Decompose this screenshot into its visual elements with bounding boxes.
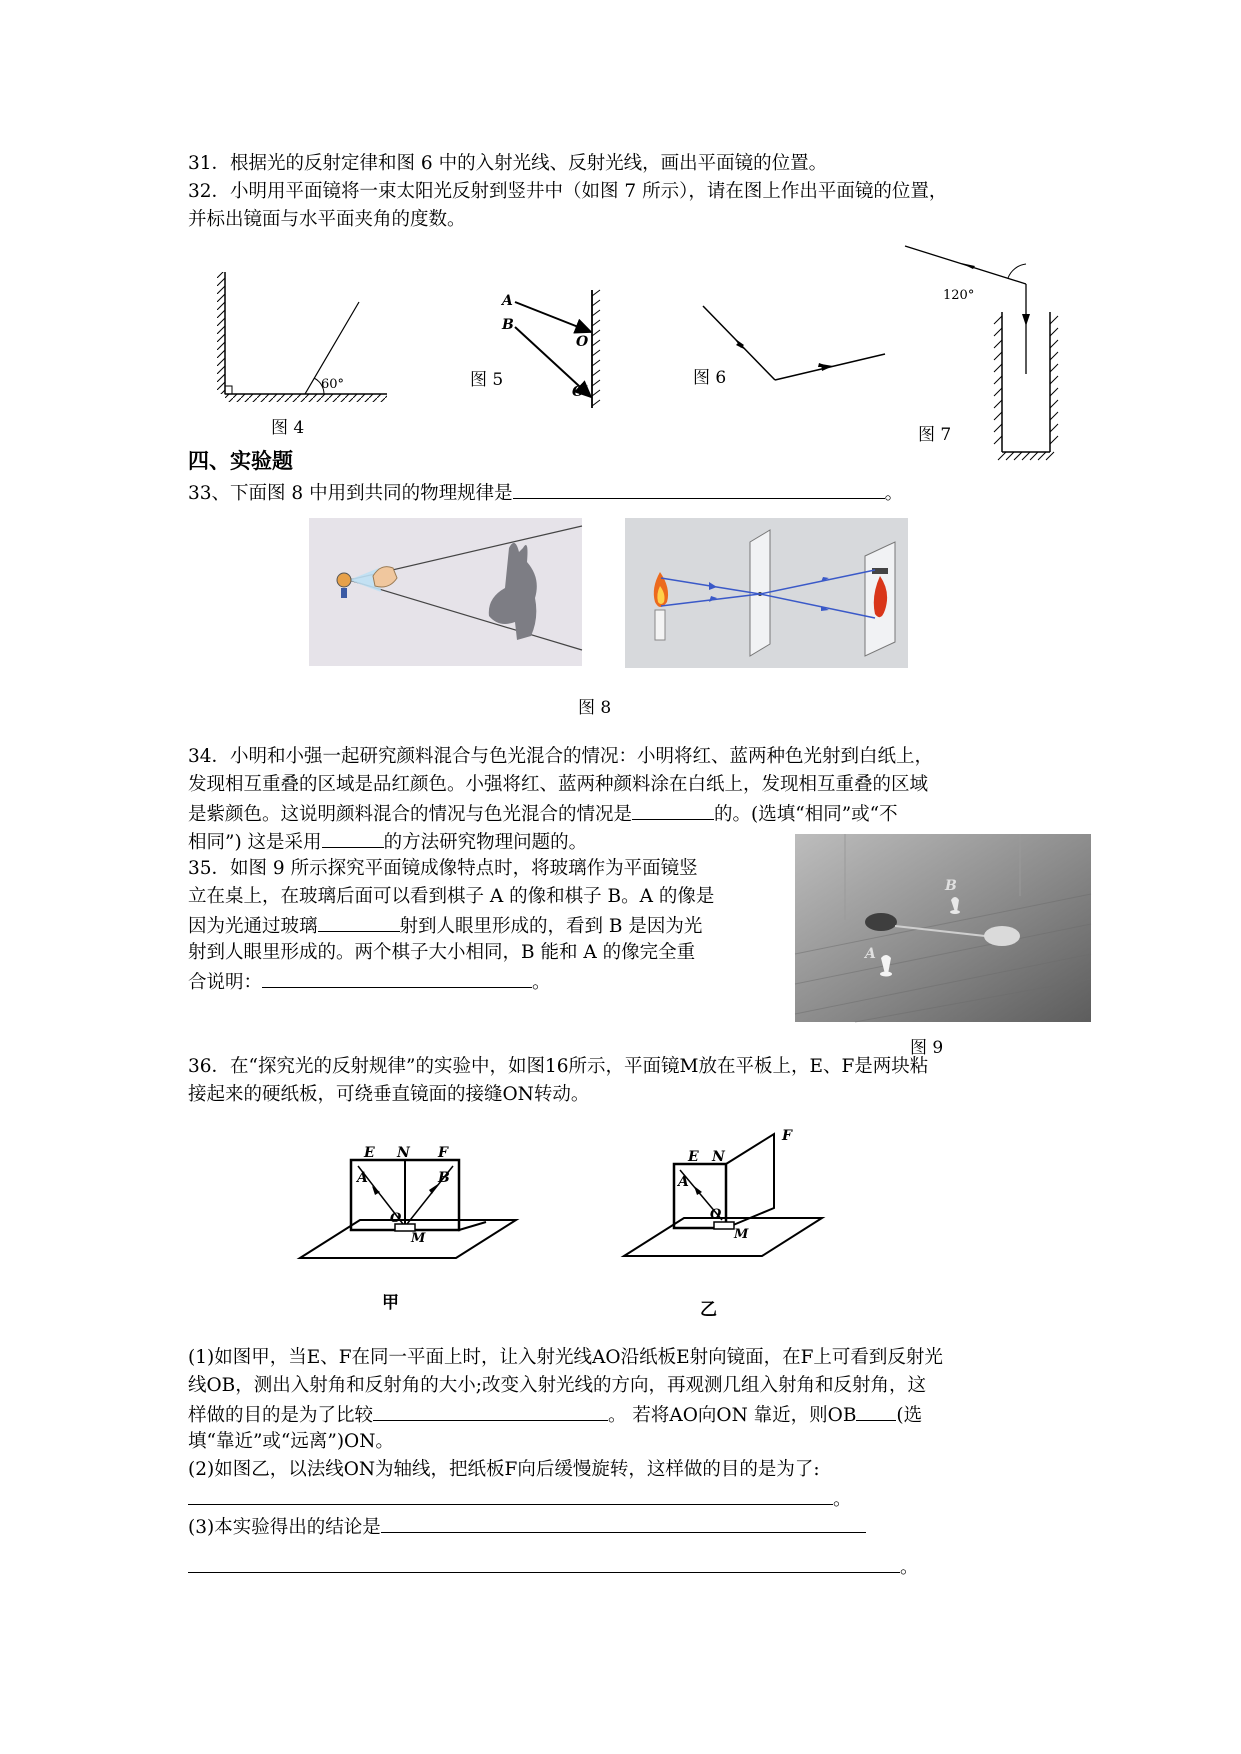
question-31: 31．根据光的反射定律和图 6 中的入射光线、反射光线，画出平面镜的位置。 — [188, 153, 828, 174]
question-32-line1: 32．小明用平面镜将一束太阳光反射到竖井中（如图 7 所示），请在图上作出平面镜的位置， — [188, 181, 948, 202]
figure-5 — [500, 290, 610, 410]
question-35-line3: 因为光通过玻璃 射到人眼里形成的，看到 B 是因为光 — [188, 911, 702, 941]
q35-answer-blank-2[interactable] — [262, 967, 532, 988]
fig16-yi-label-N: N — [712, 1149, 725, 1165]
fig5-caption: 图 5 — [470, 370, 504, 390]
q35-answer-blank-1[interactable] — [318, 911, 400, 932]
figure-8-pinhole-illustration — [625, 518, 908, 668]
question-35-line1: 35．如图 9 所示探究平面镜成像特点时，将玻璃作为平面镜竖 — [188, 858, 698, 879]
question-36-1-line3: 样做的目的是为了比较 。 若将AO向ON 靠近，则OB (选 — [188, 1400, 922, 1430]
q36-3-answer-blank-1[interactable] — [381, 1512, 866, 1533]
question-34-line1: 34．小明和小强一起研究颜料混合与色光混合的情况：小明将红、蓝两种色光射到白纸上， — [188, 746, 934, 767]
question-36-line2: 接起来的硬纸板，可绕垂直镜面的接缝ON转动。 — [188, 1084, 590, 1105]
question-34-line2: 发现相互重叠的区域是品红颜色。小强将红、蓝两种颜料涂在白纸上，发现相互重叠的区域 — [188, 774, 929, 795]
question-36-line1: 36．在“探究光的反射规律”的实验中，如图16所示，平面镜M放在平板上，E、F是两块粘 — [188, 1056, 929, 1077]
question-33-text: 33、下面图 8 中用到共同的物理规律是 — [188, 483, 513, 504]
question-35-line2: 立在桌上，在玻璃后面可以看到棋子 A 的像和棋子 B。A 的像是 — [188, 886, 715, 907]
question-36-3-line1: (3)本实验得出的结论是 — [188, 1512, 866, 1542]
fig16-label-M: M — [411, 1231, 426, 1246]
question-32-line2: 并标出镜面与水平面夹角的度数。 — [188, 209, 466, 230]
q34-answer-blank-1[interactable] — [632, 799, 714, 820]
question-36-2-line1: (2)如图乙，以法线ON为轴线，把纸板F向后缓慢旋转，这样做的目的是为了: — [188, 1459, 820, 1480]
fig8-caption: 图 8 — [578, 698, 612, 718]
q33-answer-blank[interactable] — [513, 478, 885, 499]
fig16-jia-caption: 甲 — [382, 1293, 399, 1313]
figure-4 — [225, 270, 395, 410]
question-34-line3: 是紫颜色。这说明颜料混合的情况与色光混合的情况是 的。(选填“相同”或“不 — [188, 799, 898, 829]
question-36-2-answer-line: 。 — [188, 1484, 852, 1514]
q36-2-answer-blank[interactable] — [188, 1484, 833, 1505]
figure-16-jia — [298, 1140, 528, 1290]
figure-8-shadow-illustration — [309, 518, 582, 666]
question-35-line5: 合说明： 。 — [188, 967, 551, 997]
fig9-caption: 图 9 — [910, 1038, 944, 1058]
fig16-label-F: F — [438, 1145, 448, 1161]
question-36-1-line1: (1)如图甲，当E、F在同一平面上时，让入射光线AO沿纸板E射向镜面，在F上可看到反射光 — [188, 1347, 943, 1368]
section-heading: 四、实验题 — [188, 449, 293, 473]
fig5-label-B: B — [502, 317, 514, 333]
question-36-1-line2: 线OB，测出入射角和反射角的大小;改变入射光线的方向，再观测几组入射角和反射角，这 — [188, 1375, 926, 1396]
fig7-angle-label: 120° — [943, 288, 975, 303]
figure-9-photo — [795, 834, 1091, 1022]
fig4-angle-label: 60° — [321, 377, 345, 392]
fig16-yi-label-F: F — [782, 1128, 792, 1144]
fig16-yi-label-E: E — [688, 1149, 699, 1165]
figure-16-yi — [622, 1128, 842, 1288]
fig16-yi-label-A: A — [678, 1174, 689, 1190]
fig5-label-A: A — [502, 293, 513, 309]
question-36-3-answer-line: 。 — [188, 1552, 919, 1582]
question-35-line4: 射到人眼里形成的。两个棋子大小相同，B 能和 A 的像完全重 — [188, 942, 696, 963]
fig7-caption: 图 7 — [918, 425, 952, 445]
q36-3-answer-blank-2[interactable] — [188, 1552, 900, 1573]
q36-1-answer-blank-2[interactable] — [856, 1400, 896, 1421]
fig16-label-E: E — [364, 1145, 375, 1161]
fig16-label-A: A — [357, 1170, 368, 1186]
fig16-label-N: N — [397, 1145, 410, 1161]
question-36-1-line4: 填“靠近”或“远离”)ON。 — [188, 1431, 394, 1452]
fig5-label-O-prime: O′ — [572, 384, 588, 400]
fig6-caption: 图 6 — [693, 368, 727, 388]
question-34-line4: 相同”) 这是采用 的方法研究物理问题的。 — [188, 827, 587, 857]
fig9-label-A: A — [865, 946, 876, 962]
fig16-yi-label-O: O — [710, 1207, 722, 1222]
fig16-yi-caption: 乙 — [700, 1300, 717, 1320]
fig16-label-B: B — [438, 1170, 450, 1186]
question-33: 33、下面图 8 中用到共同的物理规律是 。 — [188, 478, 903, 508]
fig16-yi-label-M: M — [734, 1227, 749, 1242]
q36-1-answer-blank-1[interactable] — [373, 1400, 608, 1421]
fig9-label-B: B — [945, 878, 957, 894]
q34-answer-blank-2[interactable] — [322, 827, 384, 848]
figure-6 — [700, 300, 890, 390]
fig4-caption: 图 4 — [271, 418, 305, 438]
fig5-label-O: O — [576, 334, 589, 350]
fig16-label-O: O — [390, 1211, 402, 1226]
